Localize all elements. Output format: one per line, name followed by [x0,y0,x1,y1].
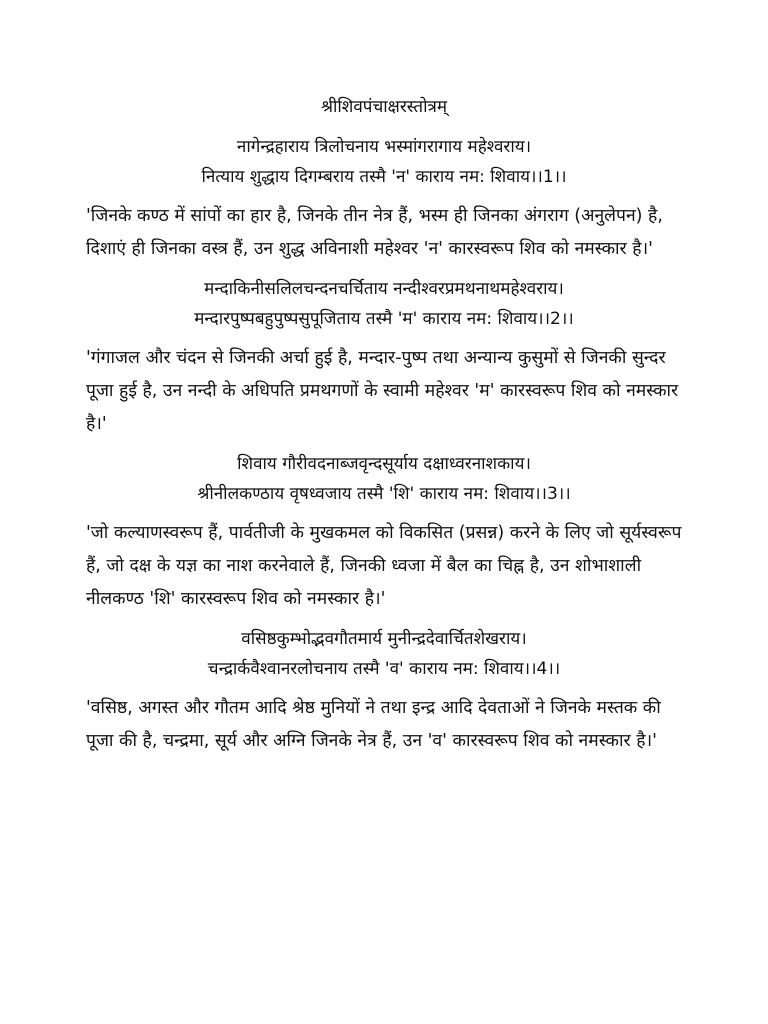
verse-line: नागेन्द्रहाराय त्रिलोचनाय भस्मांगरागाय महेश्वराय। [236,137,532,157]
meaning-paragraph: 'वसिष्ठ, अगस्त और गौतम आदि श्रेष्ठ मुनियों ने तथा इन्द्र आदि देवताओं ने जिनके मस्तक की पूजा की है, चन्द्रमा, सूर्य और अग्नि जिनके नेत्र हैं, उन 'व' कारस्वरूप शिव को नमस्कार है।' [86,698,661,751]
verse-block [86,449,682,509]
verse-line: वसिष्ठकुम्भोद्भवगौतमार्य मुनीन्द्रदेवार्चितशेखराय। [241,629,527,649]
meaning-paragraph: 'जिनके कण्ठ में सांपों का हार है, जिनके तीन नेत्र हैं, भस्म ही जिनका अंगराग (अनुलेपन) है, दिशाएं ही जिनका वस्त्र हैं, उन शुद्ध अविनाशी महेश्वर 'न' कारस्वरूप शिव को नमस्कार है।' [86,206,663,259]
verse-line: मन्दारपुष्पबहुपुष्पसुपूजिताय तस्मै 'म' काराय नम: शिवाय।।2।। [194,309,574,329]
document-title: श्रीशिवपंचाक्षरस्तोत्रम् [320,97,448,117]
verse-line: चन्द्रार्कवैश्वानरलोचनाय तस्मै 'व' काराय नम: शिवाय।।4।। [207,659,561,679]
verse-block [86,274,682,334]
verse-line: शिवाय गौरीवदनाब्जवृन्दसूर्याय दक्षाध्वरनाशकाय। [237,454,531,474]
meaning-paragraph: 'जो कल्याणस्वरूप हैं, पार्वतीजी के मुखकमल को विकसित (प्रसन्न) करने के लिए जो सूर्यस्वरूप हैं, जो दक्ष के यज्ञ का नाश करनेवाले हैं, जिनकी ध्वजा में बैल का चिह्न है, उन शोभाशाली नीलकण्ठ 'शि' कारस्वरूप शिव को नमस्कार है।' [86,523,682,609]
verse-line: श्रीनीलकण्ठाय वृषध्वजाय तस्मै 'शि' काराय नम: शिवाय।।3।। [197,484,571,504]
verse-line: मन्दाकिनीसलिलचन्दनचर्चिताय नन्दीश्वरप्रमथनाथमहेश्वराय। [204,279,564,299]
stanza-1 [86,132,682,266]
verse-block [86,624,682,684]
verse-block [86,132,682,192]
verse-line: नित्याय शुद्धाय दिगम्बराय तस्मै 'न' काराय नम: शिवाय।।1।। [201,167,567,187]
meaning-paragraph: 'गंगाजल और चंदन से जिनकी अर्चा हुई है, मन्दार-पुष्प तथा अन्यान्य कुसुमों से जिनकी सुन्दर पूजा हुई है, उन नन्दी के अधिपति प्रमथगणों के स्वामी महेश्वर 'म' कारस्वरूप शिव को नमस्कार है।' [86,348,679,434]
stanza-3 [86,449,682,616]
stanza-2 [86,274,682,441]
stanza-4 [86,624,682,758]
